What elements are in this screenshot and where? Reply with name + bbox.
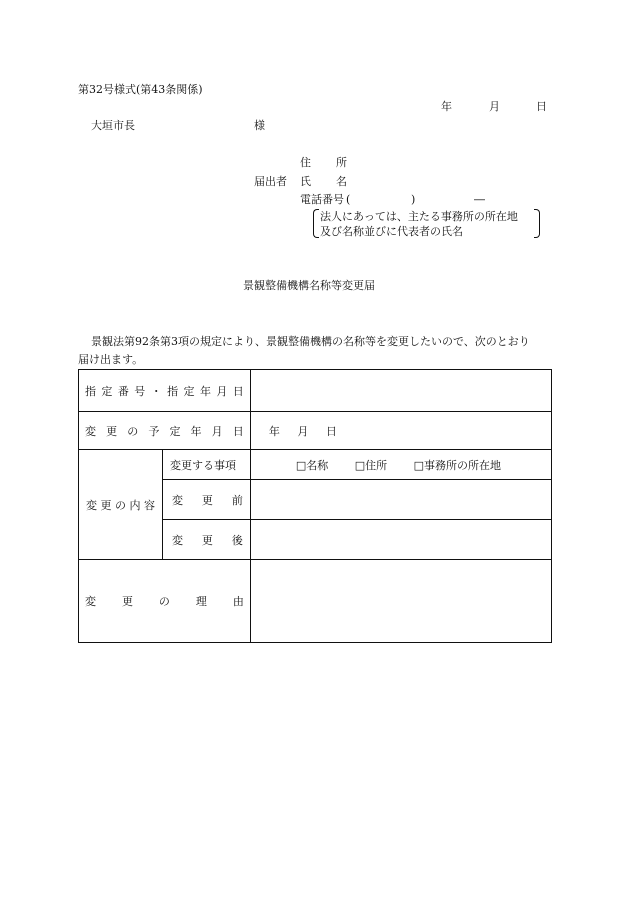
after-value-cell[interactable] bbox=[250, 520, 551, 560]
reason-char: 変 bbox=[85, 595, 96, 608]
designation-char: 日 bbox=[232, 384, 244, 398]
before-char: 変 bbox=[171, 493, 183, 507]
honorific: 様 bbox=[254, 119, 265, 132]
phone-close-paren: ) bbox=[411, 193, 416, 206]
change-matter-row bbox=[79, 450, 552, 480]
option-address-checkbox[interactable]: □住所 bbox=[354, 458, 388, 472]
designation-char: ・ bbox=[150, 384, 162, 398]
reason-char: 更 bbox=[121, 595, 133, 608]
date-year-label: 年 bbox=[441, 100, 452, 113]
after-char: 後 bbox=[231, 533, 243, 547]
date-month-label: 月 bbox=[489, 100, 500, 113]
scheduled-value-cell[interactable] bbox=[250, 412, 551, 450]
contents-char: 更 bbox=[100, 498, 112, 512]
before-char: 更 bbox=[201, 493, 213, 507]
designation-char: 年 bbox=[199, 384, 211, 398]
contents-char: 変 bbox=[86, 498, 97, 512]
before-value-cell[interactable] bbox=[250, 480, 551, 520]
before-char: 前 bbox=[231, 493, 243, 507]
reason-char: の bbox=[158, 595, 170, 608]
change-form-table bbox=[78, 369, 552, 643]
option-name-checkbox[interactable]: □名称 bbox=[295, 458, 329, 472]
note-right-bracket bbox=[534, 209, 540, 238]
scheduled-char: 年 bbox=[190, 424, 202, 438]
phone-open-paren: ( bbox=[346, 193, 351, 206]
designation-char: 月 bbox=[216, 384, 228, 398]
contents-char: 容 bbox=[143, 498, 155, 512]
name-label-1: 氏 bbox=[300, 175, 311, 188]
addressee: 大垣市長 bbox=[91, 119, 135, 132]
reason-value-cell[interactable] bbox=[250, 560, 551, 643]
designation-char: 指 bbox=[85, 384, 96, 398]
designation-char: 指 bbox=[167, 384, 179, 398]
body-line-2: 届け出ます。 bbox=[78, 353, 144, 366]
scheduled-char: 定 bbox=[169, 424, 181, 438]
form-number: 第32号様式(第43条関係) bbox=[78, 83, 203, 96]
contents-label-cell bbox=[79, 450, 163, 560]
designation-row bbox=[79, 370, 552, 412]
scheduled-char: 月 bbox=[211, 424, 223, 438]
phone-label: 電話番号 bbox=[300, 193, 344, 206]
scheduled-year-label: 年 bbox=[268, 424, 280, 438]
note-line-1: 法人にあっては、主たる事務所の所在地 bbox=[320, 210, 518, 223]
notifier-label: 届出者 bbox=[254, 175, 287, 188]
scheduled-date-row bbox=[79, 412, 552, 450]
scheduled-char: 更 bbox=[106, 424, 118, 438]
reason-row bbox=[79, 560, 552, 643]
after-char: 更 bbox=[201, 533, 213, 547]
designation-char: 定 bbox=[183, 384, 195, 398]
scheduled-char: の bbox=[127, 424, 139, 438]
scheduled-char: 予 bbox=[148, 424, 160, 438]
scheduled-day-label: 日 bbox=[325, 424, 337, 438]
designation-label-cell bbox=[79, 370, 251, 412]
designation-char: 号 bbox=[134, 384, 146, 398]
address-label-1: 住 bbox=[300, 156, 311, 169]
document-title: 景観整備機構名称等変更届 bbox=[243, 279, 375, 292]
name-label-2: 名 bbox=[336, 175, 347, 188]
note-line-2: 及び名称並びに代表者の氏名 bbox=[320, 225, 463, 238]
matter-label-cell bbox=[162, 450, 250, 480]
designation-char: 定 bbox=[101, 384, 113, 398]
reason-label-cell bbox=[79, 560, 251, 643]
reason-char: 由 bbox=[232, 595, 244, 608]
scheduled-char: 日 bbox=[232, 424, 244, 438]
contents-char: 内 bbox=[129, 498, 141, 512]
designation-char: 番 bbox=[117, 384, 129, 398]
phone-dash: ― bbox=[474, 193, 485, 206]
address-label-2: 所 bbox=[336, 156, 347, 169]
after-label-cell bbox=[162, 520, 250, 560]
designation-value-cell[interactable] bbox=[250, 370, 551, 412]
date-day-label: 日 bbox=[536, 100, 547, 113]
contents-char: の bbox=[114, 498, 126, 512]
scheduled-month-label: 月 bbox=[297, 424, 309, 438]
scheduled-label-cell bbox=[79, 412, 251, 450]
option-office-checkbox[interactable]: □事務所の所在地 bbox=[413, 458, 502, 472]
before-label-cell bbox=[162, 480, 250, 520]
body-line-1: 景観法第92条第3項の規定により、景観整備機構の名称等を変更したいので、次のとおり bbox=[91, 335, 530, 348]
reason-char: 理 bbox=[195, 595, 207, 608]
matter-options-cell bbox=[250, 450, 551, 480]
after-char: 変 bbox=[171, 533, 183, 547]
matter-label: 変更する事項 bbox=[169, 458, 236, 472]
note-left-bracket bbox=[313, 209, 319, 238]
scheduled-char: 変 bbox=[85, 424, 96, 438]
